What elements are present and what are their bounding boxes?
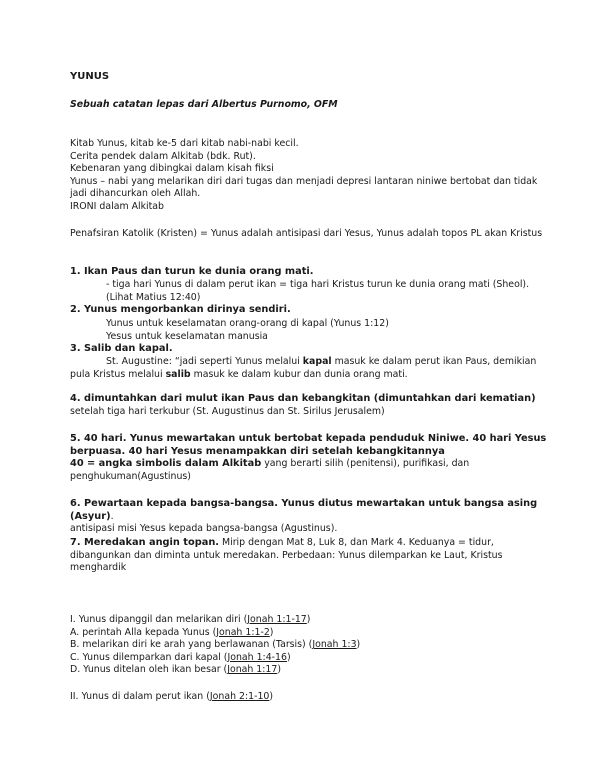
- intro-line: Kebenaran yang dibingkai dalam kisah fiksi: [70, 163, 274, 175]
- outline-item-c: [70, 652, 550, 665]
- link-jonah-1-17[interactable]: Jonah 1:17: [227, 664, 278, 676]
- intro-line: Cerita pendek dalam Alkitab (bdk. Rut).: [70, 150, 256, 162]
- outline-item-b: [70, 639, 550, 652]
- point-2-detail-line: Yesus untuk keselamatan manusia: [106, 330, 268, 342]
- outline-close: ): [286, 651, 291, 663]
- point-1-detail: - tiga hari Yunus di dalam perut ikan = tiga hari Kristus turun ke dunia orang mati (Sheol). (Lihat Matius 12:40): [106, 279, 530, 303]
- point-6: [70, 498, 550, 536]
- outline-close: ): [277, 664, 282, 676]
- outline-close: ): [306, 614, 311, 625]
- point-5-detail: yang berarti silih (penitensi), purifikasi, dan penghukuman(Agustinus): [70, 458, 470, 482]
- point-3-detail: [70, 356, 550, 381]
- point-6-dot: .: [110, 510, 114, 522]
- document-title: YUNUS: [70, 71, 110, 82]
- point-6-heading: 6. Pewartaan kepada bangsa-bangsa. Yunus diutus mewartakan untuk bangsa asing (Asyur): [70, 498, 538, 522]
- outline-close: ): [269, 626, 274, 638]
- link-jonah-1-1-2[interactable]: Jonah 1:1-2: [216, 626, 270, 638]
- link-jonah-1-3[interactable]: Jonah 1:3: [312, 639, 357, 651]
- interpretation-paragraph: Penafsiran Katolik (Kristen) = Yunus adalah antisipasi dari Yesus, Yunus adalah topos PL akan Kristus: [70, 228, 543, 239]
- point-6-detail: antisipasi misi Yesus kepada bangsa-bangsa (Agustinus).: [70, 523, 338, 535]
- outline-item-d: [70, 664, 550, 677]
- point-3-salib: salib: [165, 368, 191, 380]
- point-5: [70, 433, 550, 483]
- point-2-detail: [70, 318, 586, 343]
- intro-line: IRONI dalam Alkitab: [70, 200, 164, 212]
- outline-item-a: [70, 627, 550, 640]
- outline-text: II. Yunus di dalam perut ikan (: [70, 691, 210, 702]
- point-1-heading: 1. Ikan Paus dan turun ke dunia orang mati.: [70, 266, 314, 277]
- link-jonah-1-4-16[interactable]: Jonah 1:4-16: [227, 651, 287, 663]
- point-4-detail: setelah tiga hari terkubur (St. Augustinus dan St. Sirilus Jerusalem): [70, 405, 385, 417]
- point-4: [70, 393, 550, 418]
- point-2-detail-line: Yunus untuk keselamatan orang-orang di kapal (Yunus 1:12): [106, 318, 389, 329]
- outline-text: B. melarikan diri ke arah yang berlawanan (Tarsis) (: [70, 639, 313, 651]
- point-7: [70, 537, 550, 575]
- outline-text: I. Yunus dipanggil dan melarikan diri (: [70, 614, 248, 625]
- point-5-symbolic: 40 = angka simbolis dalam Alkitab: [70, 458, 262, 470]
- point-3-text: masuk ke dalam kubur dan dunia orang mati.: [190, 368, 408, 380]
- point-4-heading: 4. dimuntahkan dari mulut ikan Paus dan kebangkitan (dimuntahkan dari kematian): [70, 393, 536, 404]
- link-jonah-2-1-10[interactable]: Jonah 2:1-10: [209, 691, 270, 702]
- outline-item-i: [70, 614, 550, 627]
- outline-close: ): [269, 691, 274, 702]
- link-jonah-1-1-17[interactable]: Jonah 1:1-17: [247, 614, 307, 625]
- point-2-heading: 2. Yunus mengorbankan dirinya sendiri.: [70, 304, 291, 315]
- outline-list: [70, 614, 550, 677]
- point-7-heading: 7. Meredakan angin topan.: [70, 537, 220, 548]
- outline-text: D. Yunus ditelan oleh ikan besar (: [70, 664, 228, 676]
- point-5-heading: 5. 40 hari. Yunus mewartakan untuk bertobat kepada penduduk Niniwe. 40 hari Yesus berpuasa. 40 hari Yesus menampakkan diri setelah kebangkitannya: [70, 433, 547, 457]
- point-3-text: St. Augustine: “jadi seperti Yunus melalui: [106, 356, 303, 367]
- point-3-heading: 3. Salib dan kapal.: [70, 343, 173, 354]
- point-3-text: masuk ke dalam perut ikan Paus, demikian pula Kristus melalui: [70, 356, 537, 380]
- outline-text: A. perintah Alla kepada Yunus (: [70, 626, 217, 638]
- intro-block: [70, 138, 550, 214]
- document-subtitle: Sebuah catatan lepas dari Albertus Purnomo, OFM: [70, 99, 338, 110]
- point-3-kapal: kapal: [302, 356, 332, 367]
- intro-line: Kitab Yunus, kitab ke-5 dari kitab nabi-nabi kecil.: [70, 138, 299, 149]
- outline-item-ii: [70, 691, 550, 704]
- outline-close: ): [356, 639, 361, 651]
- intro-line: Yunus – nabi yang melarikan diri dari tugas dan menjadi depresi lantaran niniwe bertobat dan tidak jadi dihancurkan oleh Allah.: [70, 175, 538, 200]
- point-7-detail: Mirip dengan Mat 8, Luk 8, dan Mark 4. Keduanya = tidur, dibangunkan dan diminta untuk meredakan. Perbedaan: Yunus dilemparkan ke Laut, Kristus menghardik: [70, 537, 503, 574]
- outline-text: C. Yunus dilemparkan dari kapal (: [70, 651, 228, 663]
